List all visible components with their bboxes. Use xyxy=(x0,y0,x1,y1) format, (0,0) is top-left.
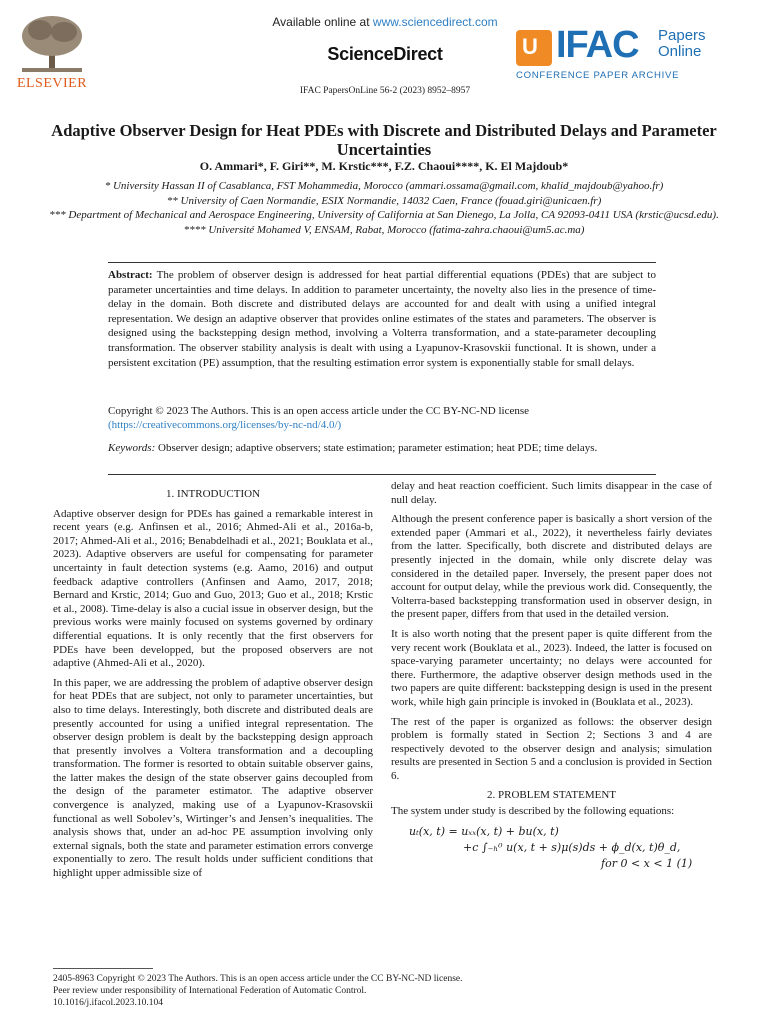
paper-title: Adaptive Observer Design for Heat PDEs with Discrete and Distributed Delays and Parameter Uncertainties xyxy=(51,121,717,159)
ifac-online-label: Online xyxy=(658,43,702,60)
footer-peer-review: Peer review under responsibility of International Federation of Automatic Control. xyxy=(53,986,367,996)
affiliations xyxy=(30,179,738,237)
section-heading-problem-statement: 2. PROBLEM STATEMENT xyxy=(487,789,616,802)
availability-line xyxy=(200,15,570,29)
keywords xyxy=(108,441,656,455)
intro-paragraph-2: In this paper, we are addressing the problem of adaptive observer design for heat PDEs that are subject, not only to parameter uncertainties, but also to time delays. Interestingly, both discrete and distributed deals are presently accounted for using a unified integral representation. The observer design problem is dealt by the backstepping design approach that presently involves a Voltera transformation and a decoupling transformation. The former is resorted to obtain suitable observer gains, the latter makes the design of the state observer gains decoupled from the design of the parameter estimator. The adaptive observer convergence is analyzed, making use of a Lyapunov-Krasovskii functional as well Sobolev’s, Wirtinger’s and Jensen’s inequalities. The analysis shows that, under an ad-hoc PE assumption involving only external signals, both the state and parameter estimation errors converge exponentially to zero. The result holds under sufficient conditions that highlight upper admissible size of xyxy=(53,676,373,880)
left-column xyxy=(53,488,373,887)
elsevier-tree-icon xyxy=(16,14,88,76)
right-paragraph-1: delay and heat reaction coefficient. Such limits disappear in the case of null delay. xyxy=(391,480,712,506)
affiliation-2: ** University of Caen Normandie, ESIX Normandie, 14032 Caen, France (fouad.giri@unicaen.fr) xyxy=(166,194,602,207)
intro-paragraph-1: Adaptive observer design for PDEs has gained a remarkable interest in recent years (e.g. Anfinsen et al., 2016; Ahmed-Ali et al., 2016a-b, 2017; Ahmed-Ali et al., 2016; Benabdelhadi et al., 2021; Bouklata et al., 2023). Adaptive observers are useful for compensating for parameter uncertainty in fault detection systems (e.g. Aamo, 2016) and output feedback adaptive controllers (Anfinsen and Aamo, 2017, 2018; Bernard and Krstic, 2014; Guo and Guo, 2013; Guo et al., 2018; Krstic et al., 2008). Time-delay is also a cucial issue in observer design, but the previous works were mainly focused on systems governed by ordinary differential equations. It is only recently that the first observers for PDEs have been developped, but the proposed observers are not adaptive (Ahmed-Ali et al., 2020). xyxy=(53,507,373,670)
copyright-notice xyxy=(108,405,656,432)
abstract-label: Abstract: xyxy=(108,269,153,281)
ifac-papers-label: Papers xyxy=(658,27,706,44)
abstract-bottom-rule xyxy=(108,474,656,475)
keywords-text: Observer design; adaptive observers; state estimation; parameter estimation; heat PDE; time delays. xyxy=(155,442,598,454)
sciencedirect-logo: ScienceDirect xyxy=(327,44,443,64)
affiliation-3: *** Department of Mechanical and Aerospace Engineering, University of California at San Dienego, La Jolla, CA 92093-0411 USA (krstic@ucsd.edu). xyxy=(49,209,719,221)
equation-line-3: for 0 < x < 1 (1) xyxy=(601,856,693,870)
copyright-text: Copyright © 2023 The Authors. This is an open access article under the CC BY-NC-ND license xyxy=(108,405,529,417)
ifac-papers-online xyxy=(658,28,706,60)
equation-line-1: uₜ(x, t) = uₓₓ(x, t) + bu(x, t) xyxy=(409,824,559,838)
abstract-text: The problem of observer design is addressed for heat partial differential equations (PDEs) that are subject to parameter uncertainties and time delays. In addition to parameter uncertainty, the novelty also lies in the presence of time-delay in the domain. Both discrete and distributed delays are accounted for and dealt with using a unified integral representation. We design an adaptive observer that provides online estimates of the states and parameters. The observer is designed using the backstepping design method, involving a Volterra transformation, and a state-parameter decoupling transformation. The observer stability analysis is dealt with using a Lyapunov-Krasovskii functional. It is shown, under a persistent excitation (PE) assumption, that the resulting estimation error system is exponentially stable for small delays. xyxy=(108,269,656,369)
elsevier-logo xyxy=(16,14,88,94)
sciencedirect-link[interactable]: www.sciencedirect.com xyxy=(372,15,498,29)
problem-intro: The system under study is described by the following equations: xyxy=(391,805,675,818)
author-list: O. Ammari*, F. Giri**, M. Krstic***, F.Z. Chaoui****, K. El Majdoub* xyxy=(199,159,569,173)
abstract xyxy=(108,268,656,370)
right-paragraph-3: It is also worth noting that the present paper is quite different from the very recent work (Bouklata et al., 2023). Indeed, the latter is focused on space-varying parameter uncertainty; no delays were accounted for there. Furthermore, the adaptive observer design methods used in the two papers are quite different: backstepping design is used in the present work, while high gain principle is invoked in (Bouklata et al., 2023). xyxy=(391,627,712,708)
footer xyxy=(53,973,713,1009)
abstract-top-rule xyxy=(108,262,656,263)
equation-line-2: +c ∫₋ₕ⁰ u(x, t + s)μ(s)ds + ϕ_d(x, t)θ_d, xyxy=(463,840,681,854)
ifac-word: IFAC xyxy=(556,24,639,66)
keywords-label: Keywords: xyxy=(108,442,156,454)
section-heading-introduction: 1. INTRODUCTION xyxy=(165,488,261,500)
right-column xyxy=(391,480,712,875)
affiliation-1: * University Hassan II of Casablanca, FST Mohammedia, Morocco (ammari.ossama@gmail.com, khalid_majdoub@yahoo.fr) xyxy=(104,180,664,192)
availability-prefix: Available online at xyxy=(272,15,373,29)
equation-1 xyxy=(391,825,712,875)
journal-reference: IFAC PapersOnLine 56-2 (2023) 8952–8957 xyxy=(299,86,471,96)
footer-copyright: 2405-8963 Copyright © 2023 The Authors. This is an open access article under the CC BY-NC-ND license. xyxy=(53,974,463,984)
ifac-archive-label: CONFERENCE PAPER ARCHIVE xyxy=(516,70,680,81)
footer-doi[interactable]: 10.1016/j.ifacol.2023.10.104 xyxy=(53,998,164,1008)
footer-rule xyxy=(53,968,153,969)
right-paragraph-4: The rest of the paper is organized as follows: the observer design problem is formally stated in Section 2; Sections 3 and 4 are respectively devoted to the observer design and analysis; simulation results are presented in Section 5 and a conclusion is provided in Section 6. xyxy=(391,715,712,782)
right-paragraph-2: Although the present conference paper is basically a short version of the extended paper (Ammari et al., 2022), it nevertheless fairly deviates from the latter. Specifically, both discrete and distributed delays are presently injected in the domain, while only discrete delay was considered in the detailed paper. Inversely, the present paper does not account for output delay, while the previous work did. Consequently, the Volterra-based backstepping transformation used in observer design, in the present paper, differs from that used in the detailed version. xyxy=(391,513,712,621)
publisher-name: ELSEVIER xyxy=(16,76,88,91)
ifac-emblem-icon: U xyxy=(516,30,552,66)
license-link[interactable]: (https://creativecommons.org/licenses/by-nc-nd/4.0/) xyxy=(108,418,342,431)
ifac-papersonline-logo xyxy=(516,26,716,86)
affiliation-4: **** Université Mohamed V, ENSAM, Rabat, Morocco (fatima-zahra.chaoui@um5.ac.ma) xyxy=(183,223,585,236)
